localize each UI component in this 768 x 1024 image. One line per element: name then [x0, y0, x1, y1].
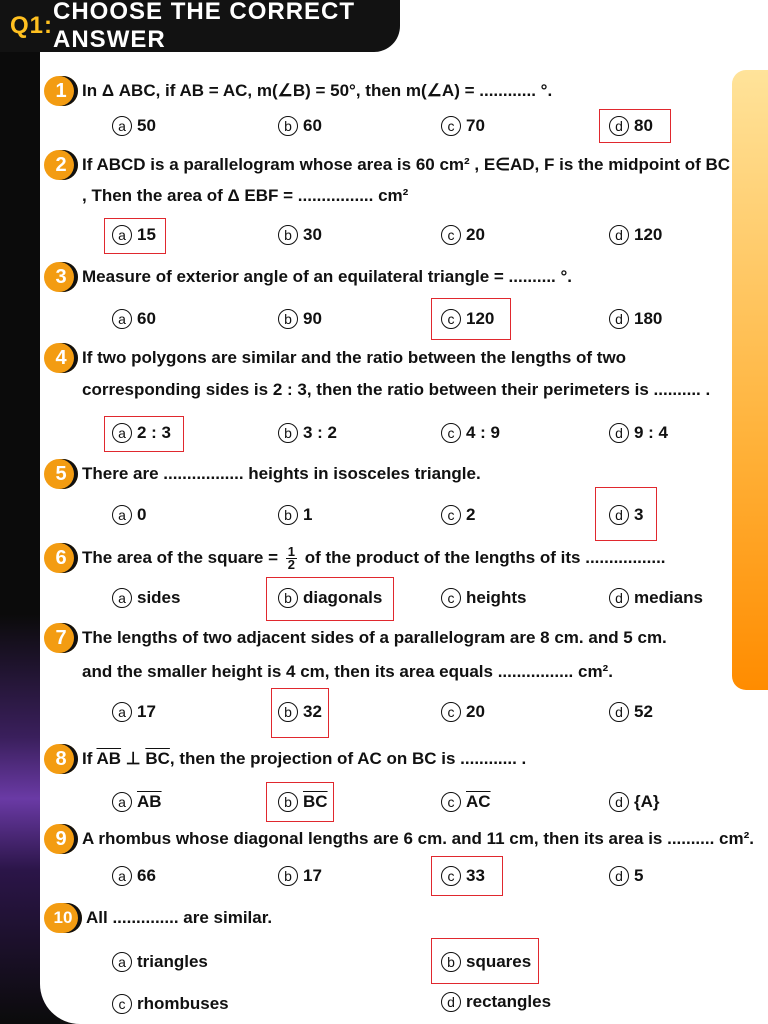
question-number-badge: 3 — [44, 262, 78, 292]
option-d[interactable] — [609, 866, 643, 886]
option-text: 50 — [137, 116, 156, 135]
option-text: 2 : 3 — [137, 423, 172, 442]
option-text: 0 — [137, 505, 147, 524]
option-text: $\overline{BC}$ — [303, 792, 328, 811]
answer-highlight-box — [595, 487, 657, 541]
question-text-post: of the product of the lengths of its ................. — [304, 547, 666, 567]
question-text: If two polygons are similar and the ratio between the lengths of two — [82, 348, 627, 367]
question-text-line-2: corresponding sides is 2 : 3, then the ratio between their perimeters is .......... . — [82, 380, 711, 399]
question-7 — [44, 623, 667, 653]
option-text: 30 — [303, 225, 322, 244]
option-letter: b — [278, 423, 298, 443]
option-a[interactable] — [112, 702, 156, 722]
option-d[interactable] — [609, 423, 668, 443]
option-letter: a — [112, 423, 132, 443]
option-text: 3 — [634, 505, 644, 524]
question-text — [82, 543, 666, 572]
option-a[interactable] — [112, 792, 162, 812]
option-letter: a — [112, 505, 132, 525]
segment-ab: $\overline{AB}$ — [96, 749, 122, 768]
option-text: 32 — [303, 702, 322, 721]
question-text: Measure of exterior angle of an equilateral triangle = .......... °. — [82, 267, 573, 286]
question-number-badge: 7 — [44, 623, 78, 653]
option-text: $\overline{AC}$ — [466, 792, 491, 811]
option-letter: b — [278, 702, 298, 722]
question-text-line-2: , Then the area of Δ EBF = ................ cm² — [82, 186, 409, 205]
option-letter: d — [609, 505, 629, 525]
answer-highlight-box — [431, 938, 539, 984]
question-6 — [44, 543, 666, 573]
option-text: heights — [466, 588, 527, 607]
option-text: 4 : 9 — [466, 423, 501, 442]
option-letter: d — [609, 225, 629, 245]
right-decor-bar — [732, 70, 768, 690]
option-letter: d — [609, 309, 629, 329]
option-letter: b — [278, 505, 298, 525]
option-a[interactable] — [112, 588, 180, 608]
answer-highlight-box — [104, 218, 166, 254]
option-text: 2 — [466, 505, 476, 524]
option-text: medians — [634, 588, 703, 607]
question-number-badge: 2 — [44, 150, 78, 180]
question-text — [82, 749, 526, 769]
option-d[interactable] — [609, 225, 662, 245]
option-letter: a — [112, 309, 132, 329]
option-text: 20 — [466, 702, 485, 721]
section-title: CHOOSE THE CORRECT ANSWER — [53, 0, 356, 53]
question-text-pre: If — [82, 749, 93, 768]
answer-highlight-box — [104, 416, 184, 452]
option-text: 20 — [466, 225, 485, 244]
question-text: The lengths of two adjacent sides of a parallelogram are 8 cm. and 5 cm. — [82, 628, 667, 647]
option-letter: d — [609, 588, 629, 608]
option-letter: c — [441, 866, 461, 886]
option-text: squares — [466, 952, 532, 971]
option-letter: d — [609, 423, 629, 443]
option-letter: a — [112, 702, 132, 722]
question-text: All .............. are similar. — [86, 908, 273, 927]
option-letter: b — [278, 225, 298, 245]
option-text: 15 — [137, 225, 156, 244]
question-number-badge: 4 — [44, 343, 78, 373]
question-number-badge: 10 — [44, 903, 82, 933]
option-c[interactable] — [112, 994, 229, 1014]
option-letter: b — [278, 588, 298, 608]
option-c[interactable] — [441, 423, 500, 443]
option-text: triangles — [137, 952, 208, 971]
option-letter: c — [441, 792, 461, 812]
option-letter: a — [112, 792, 132, 812]
option-text: 70 — [466, 116, 485, 135]
section-header — [0, 0, 400, 52]
option-letter: d — [441, 992, 461, 1012]
option-letter: b — [278, 116, 298, 136]
option-text: rectangles — [466, 992, 552, 1011]
line-bc: $\overline{BC}$ — [145, 749, 170, 768]
option-text: 60 — [303, 116, 322, 135]
option-text: rhombuses — [137, 994, 229, 1013]
section-number: Q1: — [10, 12, 54, 39]
option-letter: a — [112, 116, 132, 136]
answer-highlight-box — [266, 782, 334, 822]
option-text: 1 — [303, 505, 313, 524]
question-4 — [44, 343, 626, 373]
question-text: In Δ ABC, if AB = AC, m(∠B) = 50°, then m(∠A) = ............ °. — [82, 81, 553, 100]
option-letter: c — [441, 225, 461, 245]
option-letter: b — [278, 309, 298, 329]
option-text: 66 — [137, 866, 156, 885]
option-b[interactable] — [278, 423, 337, 443]
fraction-one-half — [286, 543, 297, 572]
answer-highlight-box — [266, 577, 394, 621]
question-1 — [44, 76, 552, 106]
option-a[interactable] — [112, 309, 156, 329]
option-text: sides — [137, 588, 181, 607]
option-d[interactable] — [609, 309, 662, 329]
option-letter: d — [609, 702, 629, 722]
option-a[interactable] — [112, 505, 146, 525]
option-text: 5 — [634, 866, 644, 885]
option-d[interactable] — [609, 792, 660, 812]
answer-highlight-box — [271, 688, 329, 738]
question-text-pre: The area of the square = — [82, 547, 279, 567]
option-text: 80 — [634, 116, 653, 135]
question-text: There are ................. heights in isosceles triangle. — [82, 464, 481, 483]
question-number-badge: 9 — [44, 824, 78, 854]
option-c[interactable] — [441, 116, 485, 136]
question-5 — [44, 459, 481, 489]
option-a[interactable] — [112, 116, 156, 136]
option-text: $\overline{AB}$ — [137, 792, 162, 811]
option-text: 9 : 4 — [634, 423, 669, 442]
question-number-badge: 5 — [44, 459, 78, 489]
question-text: A rhombus whose diagonal lengths are 6 cm. and 11 cm, then its area is .......... cm². — [82, 829, 755, 848]
option-text: 17 — [303, 866, 322, 885]
option-text: 90 — [303, 309, 322, 328]
option-letter: c — [441, 505, 461, 525]
option-c[interactable] — [441, 505, 475, 525]
option-text: 120 — [466, 309, 495, 328]
option-d[interactable] — [609, 588, 703, 608]
option-b[interactable] — [278, 309, 322, 329]
option-letter: c — [112, 994, 132, 1014]
perpendicular-symbol: ⊥ — [125, 749, 141, 768]
option-text: 120 — [634, 225, 663, 244]
question-text-post: , then the projection of AC on BC is ............ . — [169, 749, 527, 768]
question-3 — [44, 262, 572, 292]
option-letter: c — [441, 423, 461, 443]
option-letter: b — [441, 952, 461, 972]
question-2 — [44, 150, 730, 180]
option-c[interactable] — [441, 702, 485, 722]
option-letter: a — [112, 225, 132, 245]
question-text-line-2: and the smaller height is 4 cm, then its area equals ................ cm². — [82, 662, 613, 681]
option-text: 60 — [137, 309, 156, 328]
option-letter: c — [441, 588, 461, 608]
option-letter: a — [112, 952, 132, 972]
question-text: If ABCD is a parallelogram whose area is 60 cm² , E∈AD, F is the midpoint of BC — [82, 155, 731, 174]
option-text: 3 : 2 — [303, 423, 338, 442]
answer-highlight-box — [431, 856, 503, 896]
option-letter: b — [278, 866, 298, 886]
option-b[interactable] — [278, 116, 322, 136]
option-text: 180 — [634, 309, 663, 328]
option-text: 33 — [466, 866, 485, 885]
option-letter: d — [609, 116, 629, 136]
question-number-badge: 1 — [44, 76, 78, 106]
option-text: 17 — [137, 702, 156, 721]
question-9 — [44, 824, 754, 854]
answer-highlight-box — [431, 298, 511, 340]
option-letter: a — [112, 866, 132, 886]
option-letter: d — [609, 866, 629, 886]
option-letter: a — [112, 588, 132, 608]
option-text: diagonals — [303, 588, 383, 607]
option-letter: b — [278, 792, 298, 812]
question-number-badge: 8 — [44, 744, 78, 774]
option-letter: c — [441, 702, 461, 722]
option-text: {A} — [634, 792, 660, 811]
option-text: 52 — [634, 702, 653, 721]
option-c[interactable] — [441, 588, 526, 608]
option-letter: c — [441, 116, 461, 136]
option-c[interactable] — [441, 792, 491, 812]
question-8 — [44, 744, 526, 774]
fraction-numerator: 1 — [287, 543, 296, 559]
option-b[interactable] — [278, 505, 312, 525]
option-d[interactable] — [441, 992, 551, 1012]
option-d[interactable] — [609, 702, 653, 722]
fraction-denominator: 2 — [287, 556, 296, 572]
option-a[interactable] — [112, 952, 208, 972]
option-a[interactable] — [112, 866, 156, 886]
option-c[interactable] — [441, 225, 485, 245]
option-letter: c — [441, 309, 461, 329]
option-letter: d — [609, 792, 629, 812]
option-b[interactable] — [278, 225, 322, 245]
answer-highlight-box — [599, 109, 671, 143]
question-number-badge: 6 — [44, 543, 78, 573]
question-10 — [44, 903, 272, 933]
option-b[interactable] — [278, 866, 322, 886]
